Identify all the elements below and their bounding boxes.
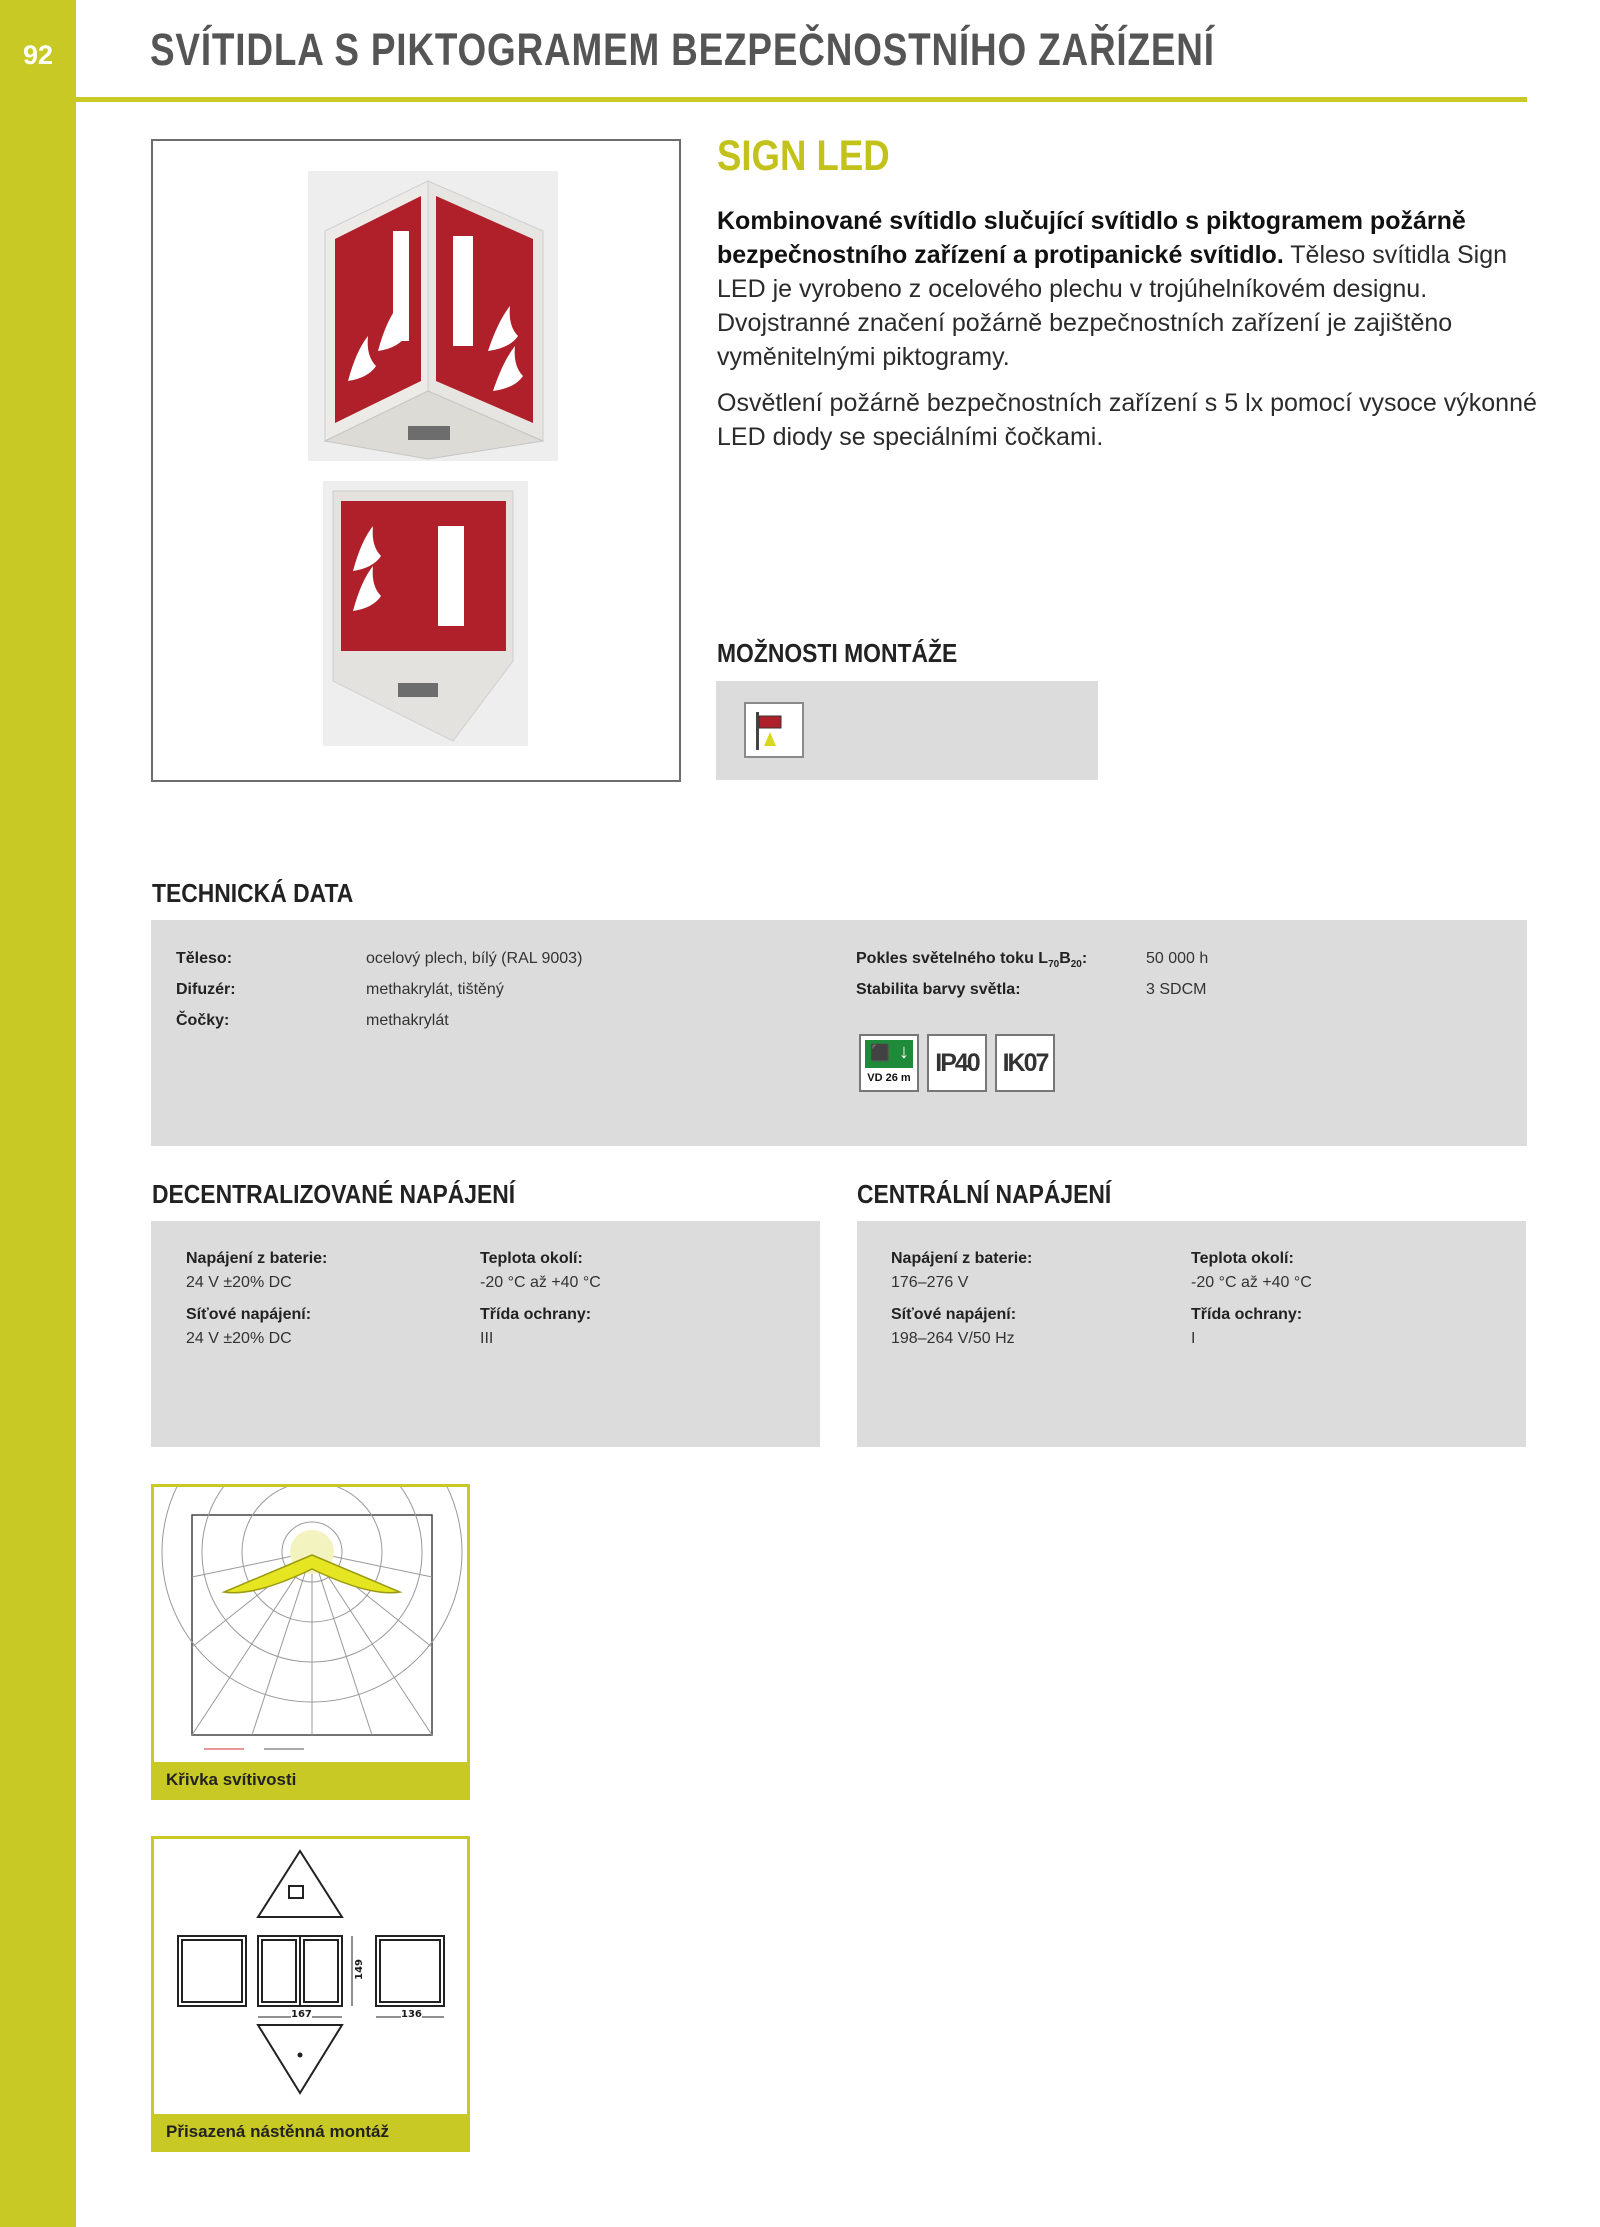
ik-badge — [995, 1034, 1055, 1092]
decentral-mains-value: 24 V ±20% DC — [186, 1330, 292, 1347]
tech-label-lenses: Čočky: — [176, 1012, 230, 1029]
product-photo-frame — [151, 139, 681, 782]
central-class-value: I — [1191, 1330, 1196, 1347]
tech-value-color-stability: 3 SDCM — [1146, 981, 1207, 998]
tech-heading: TECHNICKÁ DATA — [152, 878, 354, 908]
central-battery-label: Napájení z baterie: — [891, 1250, 1033, 1267]
central-class-label: Třída ochrany: — [1191, 1306, 1303, 1323]
mounting-heading: MOŽNOSTI MONTÁŽE — [717, 638, 958, 668]
light-curve-diagram — [154, 1487, 467, 1762]
decentral-mains-label: Síťové napájení: — [186, 1306, 312, 1323]
product-description — [717, 204, 1547, 466]
description-lighting: Osvětlení požárně bezpečnostních zařízení s 5 lx pomocí vysoce výkonné LED diody se speciálními čočkami. — [717, 389, 1537, 451]
decentral-battery-label: Napájení z baterie: — [186, 1250, 328, 1267]
central-mains-label: Síťové napájení: — [891, 1306, 1017, 1323]
page-number: 92 — [22, 40, 54, 70]
central-heading: CENTRÁLNÍ NAPÁJENÍ — [857, 1179, 1112, 1209]
mount-drawing-frame — [151, 1836, 470, 2152]
decentral-temp-label: Teplota okolí: — [480, 1250, 583, 1267]
product-photo — [153, 141, 679, 780]
wall-mount-icon — [744, 702, 804, 758]
dimension-depth: 136 — [401, 2009, 422, 2020]
ip-badge — [927, 1034, 987, 1092]
tech-label-flux-decline: Pokles světelného toku $L_{70}B_{20}$: — [856, 950, 1088, 971]
central-mains-value: 198–264 V/50 Hz — [891, 1330, 1015, 1347]
vd-badge-label: VD 26 m — [867, 1072, 911, 1084]
tech-value-body: ocelový plech, bílý (RAL 9003) — [366, 950, 583, 967]
dimension-height: 149 — [354, 1959, 365, 1980]
running-man-icon: ⬛ — [870, 1045, 890, 1062]
tech-label-body: Těleso: — [176, 950, 233, 967]
accent-sidebar — [0, 0, 76, 2227]
vd-badge — [859, 1034, 919, 1092]
light-curve-caption: Křivka svítivosti — [154, 1762, 467, 1797]
tech-value-flux-decline: 50 000 h — [1146, 950, 1209, 967]
ik-badge-label: IK07 — [1002, 1049, 1048, 1077]
tech-value-lenses: methakrylát — [366, 1012, 449, 1029]
tech-label-color-stability: Stabilita barvy světla: — [856, 981, 1021, 998]
tech-data-panel — [151, 920, 1527, 1146]
header-divider — [76, 97, 1527, 102]
product-title: SIGN LED — [717, 132, 890, 180]
decentral-heading: DECENTRALIZOVANÉ NAPÁJENÍ — [152, 1179, 516, 1209]
central-temp-value: -20 °C až +40 °C — [1191, 1274, 1312, 1291]
decentral-temp-value: -20 °C až +40 °C — [480, 1274, 601, 1291]
central-battery-value: 176–276 V — [891, 1274, 969, 1291]
mount-dimension-drawing — [154, 1839, 467, 2114]
ip-badge-label: IP40 — [935, 1049, 979, 1077]
mount-drawing-caption: Přisazená nástěnná montáž — [154, 2114, 467, 2149]
exit-arrow-icon: ↓ — [899, 1041, 909, 1063]
tech-value-diffuser: methakrylát, tištěný — [366, 981, 504, 998]
description-body: Těleso svítidla Sign LED je vyrobeno z ocelového plechu v trojúhelníkovém designu. Dvojstranné značení požárně bezpečnostních zařízení je zajištěno vyměnitelnými piktogramy. — [717, 241, 1508, 371]
dimension-width: 167 — [291, 2009, 312, 2020]
tech-label-diffuser: Difuzér: — [176, 981, 236, 998]
decentral-class-value: III — [480, 1330, 494, 1347]
description-lead: Kombinované svítidlo slučující svítidlo s piktogramem požárně bezpečnostního zařízení a protipanické svítidlo. — [717, 207, 1466, 269]
page-title: SVÍTIDLA S PIKTOGRAMEM BEZPEČNOSTNÍHO ZAŘÍZENÍ — [150, 24, 1215, 75]
central-temp-label: Teplota okolí: — [1191, 1250, 1294, 1267]
decentral-class-label: Třída ochrany: — [480, 1306, 592, 1323]
light-curve-frame — [151, 1484, 470, 1800]
decentral-battery-value: 24 V ±20% DC — [186, 1274, 292, 1291]
